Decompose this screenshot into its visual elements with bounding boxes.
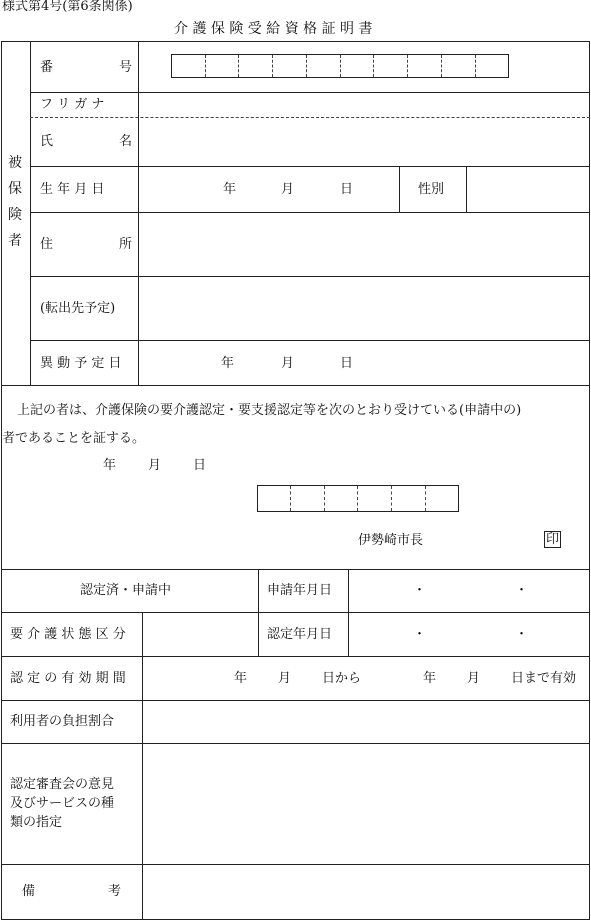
- col-divider: [142, 612, 143, 920]
- section-char: 被: [8, 155, 22, 171]
- moving-destination-label: (転出先予定): [40, 301, 116, 316]
- sex-field[interactable]: [468, 168, 588, 211]
- certified-applying-label: 認定済・申請中: [80, 583, 172, 598]
- row-line: [30, 212, 590, 213]
- digit-divider: [407, 55, 408, 77]
- digit-divider: [238, 55, 239, 77]
- validity-end-suffix: 日まで有効: [511, 671, 577, 686]
- change-month-unit: 月: [281, 356, 295, 371]
- name-label-2: 名: [119, 134, 133, 149]
- application-date-separator: ・: [515, 583, 529, 598]
- digit-divider: [425, 486, 426, 511]
- issue-year-unit: 年: [103, 458, 117, 473]
- issue-month-unit: 月: [148, 458, 162, 473]
- birth-month-unit: 月: [281, 182, 295, 197]
- section-char: 者: [8, 233, 22, 249]
- application-date-label: 申請年月日: [267, 583, 333, 598]
- opinion-label-line3: 類の指定: [10, 815, 63, 830]
- change-year-unit: 年: [221, 356, 235, 371]
- section-char: 険: [8, 207, 22, 223]
- row-line: [1, 656, 590, 657]
- name-label: 氏: [40, 134, 54, 149]
- application-date-separator: ・: [413, 583, 427, 598]
- sex-divider: [466, 166, 467, 212]
- insured-section-label: [8, 150, 24, 254]
- digit-divider: [272, 55, 273, 77]
- digit-divider: [340, 55, 341, 77]
- digit-divider: [306, 55, 307, 77]
- digit-divider: [441, 55, 442, 77]
- validity-start-year-unit: 年: [234, 671, 248, 686]
- digit-divider: [290, 486, 291, 511]
- digit-divider: [373, 55, 374, 77]
- sex-divider: [399, 166, 400, 212]
- sex-label: 性別: [418, 182, 445, 197]
- validity-end-year-unit: 年: [423, 671, 437, 686]
- birth-day-unit: 日: [340, 182, 354, 197]
- section-line: [1, 385, 590, 386]
- row-line: [1, 612, 590, 613]
- address-label: 住: [40, 237, 54, 252]
- copay-ratio-label: 利用者の負担割合: [10, 714, 115, 729]
- insurer-number-field[interactable]: [257, 485, 459, 512]
- moving-destination-field[interactable]: [140, 278, 588, 339]
- opinion-label-line1: 認定審査会の意見: [10, 777, 115, 792]
- remarks-label: 備: [22, 884, 36, 899]
- issue-day-unit: 日: [193, 458, 207, 473]
- furigana-divider: [30, 117, 590, 118]
- change-date-label: 異 動 予 定 日: [40, 356, 122, 371]
- certification-statement-line1: 上記の者は、介護保険の要介護認定・要支援認定等を次のとおり受けている(申請中の): [17, 403, 522, 418]
- change-day-unit: 日: [340, 356, 354, 371]
- form-number-label: 様式第4号(第6条関係): [2, 0, 133, 14]
- number-label: 番: [40, 60, 54, 75]
- digit-divider: [475, 55, 476, 77]
- opinion-label-line2: 及びサービスの種: [10, 796, 115, 811]
- digit-divider: [205, 55, 206, 77]
- row-line: [30, 166, 590, 167]
- validity-start-suffix: 日から: [322, 671, 362, 686]
- digit-divider: [324, 486, 325, 511]
- section-line: [1, 569, 590, 570]
- birth-year-unit: 年: [223, 182, 237, 197]
- furigana-label: フ リ ガ ナ: [40, 97, 105, 112]
- row-line: [30, 340, 590, 341]
- validity-start-month-unit: 月: [278, 671, 292, 686]
- validity-period-label: 認 定 の 有 効 期 間: [10, 671, 126, 686]
- care-level-field[interactable]: [144, 614, 256, 655]
- address-field[interactable]: [140, 214, 588, 275]
- issuer-name: 伊勢崎市長: [358, 533, 424, 548]
- furigana-field[interactable]: [140, 94, 588, 116]
- remarks-field[interactable]: [144, 866, 588, 918]
- digit-divider: [391, 486, 392, 511]
- row-line: [1, 864, 590, 865]
- birth-date-label: 生 年 月 日: [40, 182, 105, 197]
- col-divider: [258, 569, 259, 656]
- validity-end-month-unit: 月: [467, 671, 481, 686]
- certification-date-label: 認定年月日: [267, 627, 333, 642]
- document-title: 介 護 保 険 受 給 資 格 証 明 書: [174, 21, 373, 37]
- address-label-2: 所: [119, 237, 133, 252]
- col-divider: [348, 569, 349, 656]
- remarks-label-2: 考: [108, 884, 122, 899]
- opinion-field[interactable]: [144, 745, 588, 863]
- certification-date-separator: ・: [515, 627, 529, 642]
- row-line: [1, 700, 590, 701]
- row-line: [1, 743, 590, 744]
- digit-divider: [357, 486, 358, 511]
- row-line: [30, 92, 590, 93]
- certification-statement-line2: 者であることを証する。: [2, 431, 146, 446]
- care-level-label: 要 介 護 状 態 区 分: [10, 627, 126, 642]
- seal-mark: 印: [546, 532, 560, 547]
- section-char: 保: [8, 181, 22, 197]
- name-field[interactable]: [140, 119, 588, 165]
- certification-date-separator: ・: [413, 627, 427, 642]
- copay-ratio-field[interactable]: [144, 702, 588, 742]
- number-label-2: 号: [119, 60, 133, 75]
- row-line: [30, 276, 590, 277]
